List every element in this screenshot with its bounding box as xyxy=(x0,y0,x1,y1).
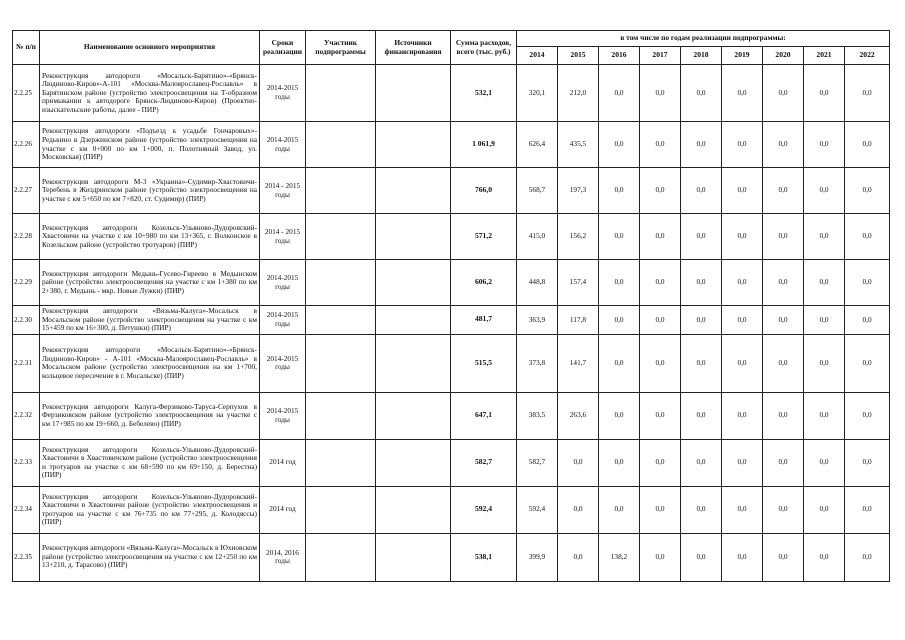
row-year-value: 0,0 xyxy=(599,486,640,533)
row-year-value: 0,0 xyxy=(804,306,845,335)
row-year-value: 197,3 xyxy=(558,168,599,214)
row-participant xyxy=(306,168,376,214)
row-year-value: 0,0 xyxy=(599,392,640,439)
row-year-value: 0,0 xyxy=(763,65,804,122)
row-name: Реконструкция автодороги «Вязьма-Калуга»-Мосальск в Юхновском районе (устройство электроосвещения на участке с км 12+250 по км 13+210, д. Тарасово) (ПИР) xyxy=(40,533,260,581)
row-sources xyxy=(376,65,451,122)
row-year-value: 0,0 xyxy=(681,439,722,486)
header-year: 2014 xyxy=(517,47,558,65)
header-year: 2018 xyxy=(681,47,722,65)
row-year-value: 0,0 xyxy=(722,334,763,392)
row-year-value: 0,0 xyxy=(640,392,681,439)
row-year-value: 0,0 xyxy=(763,214,804,260)
row-participant xyxy=(306,122,376,168)
row-year-value: 212,0 xyxy=(558,65,599,122)
row-year-value: 0,0 xyxy=(722,65,763,122)
row-number: 2.2.32 xyxy=(13,392,40,439)
row-year-value: 0,0 xyxy=(804,533,845,581)
row-year-value: 592,4 xyxy=(517,486,558,533)
row-year-value: 0,0 xyxy=(599,334,640,392)
row-year-value: 320,1 xyxy=(517,65,558,122)
header-year: 2017 xyxy=(640,47,681,65)
header-by-years: в том числе по годам реализации подпрограммы: xyxy=(517,31,890,47)
row-year-value: 0,0 xyxy=(599,260,640,306)
row-year-value: 0,0 xyxy=(681,334,722,392)
row-number: 2.2.26 xyxy=(13,122,40,168)
row-year-value: 0,0 xyxy=(640,214,681,260)
row-sources xyxy=(376,214,451,260)
row-year-value: 0,0 xyxy=(804,260,845,306)
row-sources xyxy=(376,486,451,533)
table-row xyxy=(13,439,890,486)
row-year-value: 373,8 xyxy=(517,334,558,392)
row-total: 766,0 xyxy=(451,168,517,214)
row-year-value: 0,0 xyxy=(640,168,681,214)
row-total: 606,2 xyxy=(451,260,517,306)
row-total: 647,1 xyxy=(451,392,517,439)
row-period: 2014-2015 годы xyxy=(260,65,306,122)
row-year-value: 157,4 xyxy=(558,260,599,306)
row-number: 2.2.34 xyxy=(13,486,40,533)
row-year-value: 0,0 xyxy=(640,65,681,122)
row-name: Реконструкция автодороги Козельск-Ульяново-Дудоровский-Хвастовичи в Хвастовичском районе (устройство электроосвещения и тротуаров на участке с км 68+590 по км 69+150, д. Берестна) (ПИР) xyxy=(40,439,260,486)
row-year-value: 0,0 xyxy=(845,533,890,581)
header-year: 2022 xyxy=(845,47,890,65)
row-name: Реконструкция автодороги «Подъезд к усадьбе Гончаровых»-Редькино в Дзержинском районе (устройство электроосвещения на участке с км 0+000 по км 1+000, п. Полотняный Завод, ул. Московская) (ПИР) xyxy=(40,122,260,168)
row-year-value: 0,0 xyxy=(722,439,763,486)
row-year-value: 568,7 xyxy=(517,168,558,214)
row-year-value: 0,0 xyxy=(640,122,681,168)
row-participant xyxy=(306,306,376,335)
row-year-value: 0,0 xyxy=(558,439,599,486)
row-year-value: 0,0 xyxy=(681,65,722,122)
row-period: 2014-2015 годы xyxy=(260,392,306,439)
row-year-value: 0,0 xyxy=(804,334,845,392)
row-name: Реконструкция автодороги Калуга-Ферзиково-Таруса-Серпухов в Ферзиковском районе (устройство электроосвещения на участке с км 17+985 по км 19+660, д. Бебелево) (ПИР) xyxy=(40,392,260,439)
row-year-value: 0,0 xyxy=(640,306,681,335)
row-year-value: 117,8 xyxy=(558,306,599,335)
header-participant: Участник подпрограммы xyxy=(306,31,376,65)
row-sources xyxy=(376,122,451,168)
row-year-value: 0,0 xyxy=(722,533,763,581)
document-sheet xyxy=(12,30,890,582)
row-year-value: 0,0 xyxy=(763,439,804,486)
row-participant xyxy=(306,334,376,392)
row-year-value: 0,0 xyxy=(763,392,804,439)
row-participant xyxy=(306,533,376,581)
row-year-value: 0,0 xyxy=(722,306,763,335)
table-row xyxy=(13,486,890,533)
row-year-value: 0,0 xyxy=(845,260,890,306)
row-year-value: 0,0 xyxy=(804,122,845,168)
row-name: Реконструкция автодороги М-3 «Украина»-Судимир-Хвастовичи-Теребень в Жиздринском районе (устройство электроосвещения на участке с км 5+650 по км 7+820, ст. Судимир) (ПИР) xyxy=(40,168,260,214)
row-sources xyxy=(376,533,451,581)
row-year-value: 0,0 xyxy=(558,486,599,533)
row-name: Реконструкция автодороги Медынь-Гусево-Гиреево в Медынском районе (устройство электроосвещения на участке с км 1+380 по км 2+380, г. Медынь - мкр. Новые Лужки) (ПИР) xyxy=(40,260,260,306)
row-period: 2014 год xyxy=(260,439,306,486)
table-row xyxy=(13,168,890,214)
row-total: 592,4 xyxy=(451,486,517,533)
row-year-value: 0,0 xyxy=(599,65,640,122)
row-year-value: 0,0 xyxy=(722,214,763,260)
row-year-value: 156,2 xyxy=(558,214,599,260)
row-year-value: 415,0 xyxy=(517,214,558,260)
row-period: 2014 - 2015 годы xyxy=(260,214,306,260)
header-total: Сумма расходов, всего (тыс. руб.) xyxy=(451,31,517,65)
row-year-value: 0,0 xyxy=(681,122,722,168)
row-year-value: 138,2 xyxy=(599,533,640,581)
row-year-value: 0,0 xyxy=(763,334,804,392)
row-year-value: 0,0 xyxy=(845,168,890,214)
row-year-value: 0,0 xyxy=(640,439,681,486)
row-year-value: 0,0 xyxy=(640,334,681,392)
row-year-value: 0,0 xyxy=(640,533,681,581)
row-year-value: 0,0 xyxy=(599,214,640,260)
table-row xyxy=(13,306,890,335)
row-participant xyxy=(306,260,376,306)
row-year-value: 435,5 xyxy=(558,122,599,168)
row-participant xyxy=(306,214,376,260)
header-year: 2021 xyxy=(804,47,845,65)
row-period: 2014-2015 годы xyxy=(260,306,306,335)
subprogram-table xyxy=(12,30,890,582)
row-year-value: 0,0 xyxy=(599,168,640,214)
row-year-value: 0,0 xyxy=(681,533,722,581)
row-name: Реконструкция автодороги «Мосальск-Барятино»-«Брянск-Людиново-Киров» - А-101 «Москва-Малоярославец-Рославль» в Мосальском районе (устройство электроосвещения на км 1+700, кольцевое пересечение в г. Мосальске) (ПИР) xyxy=(40,334,260,392)
row-total: 481,7 xyxy=(451,306,517,335)
row-year-value: 0,0 xyxy=(804,439,845,486)
row-year-value: 0,0 xyxy=(845,334,890,392)
row-year-value: 0,0 xyxy=(763,122,804,168)
row-sources xyxy=(376,392,451,439)
row-year-value: 0,0 xyxy=(722,260,763,306)
row-year-value: 0,0 xyxy=(845,214,890,260)
row-year-value: 0,0 xyxy=(640,260,681,306)
row-year-value: 0,0 xyxy=(845,122,890,168)
row-number: 2.2.29 xyxy=(13,260,40,306)
row-year-value: 0,0 xyxy=(804,65,845,122)
row-year-value: 626,4 xyxy=(517,122,558,168)
row-period: 2014, 2016 годы xyxy=(260,533,306,581)
row-total: 538,1 xyxy=(451,533,517,581)
row-year-value: 0,0 xyxy=(599,439,640,486)
row-year-value: 0,0 xyxy=(681,392,722,439)
row-year-value: 0,0 xyxy=(681,260,722,306)
row-year-value: 0,0 xyxy=(681,486,722,533)
row-year-value: 141,7 xyxy=(558,334,599,392)
row-year-value: 0,0 xyxy=(763,486,804,533)
row-number: 2.2.31 xyxy=(13,334,40,392)
row-year-value: 0,0 xyxy=(845,439,890,486)
row-year-value: 0,0 xyxy=(640,486,681,533)
table-row xyxy=(13,334,890,392)
row-sources xyxy=(376,306,451,335)
row-year-value: 0,0 xyxy=(722,486,763,533)
row-year-value: 448,8 xyxy=(517,260,558,306)
row-year-value: 0,0 xyxy=(845,65,890,122)
table-row xyxy=(13,533,890,581)
row-number: 2.2.27 xyxy=(13,168,40,214)
row-year-value: 0,0 xyxy=(681,306,722,335)
row-number: 2.2.25 xyxy=(13,65,40,122)
row-participant xyxy=(306,439,376,486)
row-year-value: 363,9 xyxy=(517,306,558,335)
row-year-value: 0,0 xyxy=(845,486,890,533)
row-sources xyxy=(376,334,451,392)
table-row xyxy=(13,260,890,306)
table-row xyxy=(13,65,890,122)
row-year-value: 0,0 xyxy=(804,168,845,214)
row-period: 2014-2015 годы xyxy=(260,122,306,168)
row-year-value: 0,0 xyxy=(722,122,763,168)
row-year-value: 0,0 xyxy=(722,168,763,214)
row-year-value: 0,0 xyxy=(845,306,890,335)
header-year: 2015 xyxy=(558,47,599,65)
row-year-value: 0,0 xyxy=(681,214,722,260)
row-sources xyxy=(376,168,451,214)
row-period: 2014 год xyxy=(260,486,306,533)
row-sources xyxy=(376,439,451,486)
row-period: 2014 - 2015 годы xyxy=(260,168,306,214)
row-number: 2.2.30 xyxy=(13,306,40,335)
table-row xyxy=(13,214,890,260)
row-year-value: 399,9 xyxy=(517,533,558,581)
row-participant xyxy=(306,486,376,533)
header-name: Наименование основного мероприятия xyxy=(40,31,260,65)
row-year-value: 0,0 xyxy=(763,168,804,214)
row-participant xyxy=(306,392,376,439)
row-year-value: 383,5 xyxy=(517,392,558,439)
row-number: 2.2.33 xyxy=(13,439,40,486)
row-year-value: 0,0 xyxy=(722,392,763,439)
header-year: 2020 xyxy=(763,47,804,65)
row-name: Реконструкция автодороги Козельск-Ульяново-Дудоровский-Хвастовичи на участке с км 10+980 по км 13+365, г. Волконское в Козельском районе (устройство тротуаров) (ПИР) xyxy=(40,214,260,260)
row-period: 2014-2015 годы xyxy=(260,260,306,306)
row-total: 515,5 xyxy=(451,334,517,392)
header-sources: Источники финансирования xyxy=(376,31,451,65)
row-name: Реконструкция автодороги Козельск-Ульяново-Дудоровский-Хвастовичи в Хвастовичи районе (устройство электроосвещения и тротуаров на участке с км 76+735 по км 77+295, д. Колодяссы) (ПИР) xyxy=(40,486,260,533)
row-year-value: 0,0 xyxy=(763,306,804,335)
row-participant xyxy=(306,65,376,122)
row-year-value: 0,0 xyxy=(804,214,845,260)
row-year-value: 0,0 xyxy=(599,306,640,335)
row-year-value: 0,0 xyxy=(763,260,804,306)
row-year-value: 582,7 xyxy=(517,439,558,486)
row-number: 2.2.28 xyxy=(13,214,40,260)
row-number: 2.2.35 xyxy=(13,533,40,581)
header-num: № п/п xyxy=(13,31,40,65)
row-year-value: 0,0 xyxy=(804,392,845,439)
row-year-value: 0,0 xyxy=(558,533,599,581)
row-name: Реконструкция автодороги «Вязьма-Калуга»-Мосальск в Мосальском районе (устройство электроосвещения на участке с км 15+459 по км 16+300, д. Петушки) (ПИР) xyxy=(40,306,260,335)
table-row xyxy=(13,122,890,168)
header-year: 2019 xyxy=(722,47,763,65)
row-year-value: 0,0 xyxy=(763,533,804,581)
row-total: 532,1 xyxy=(451,65,517,122)
row-period: 2014-2015 годы xyxy=(260,334,306,392)
row-year-value: 0,0 xyxy=(599,122,640,168)
header-period: Сроки реализации xyxy=(260,31,306,65)
row-sources xyxy=(376,260,451,306)
header-year: 2016 xyxy=(599,47,640,65)
row-year-value: 0,0 xyxy=(845,392,890,439)
row-year-value: 0,0 xyxy=(804,486,845,533)
row-total: 571,2 xyxy=(451,214,517,260)
row-year-value: 0,0 xyxy=(681,168,722,214)
table-row xyxy=(13,392,890,439)
row-total: 1 061,9 xyxy=(451,122,517,168)
row-name: Реконструкция автодороги «Мосальск-Барятино»-«Брянск-Людиново-Киров»-А-101 «Москва-Малоярославец-Рославль» в Барятинском районе (устройство электроосвещения на Т-образном примыкании к автодороге Брянск-Людиново-Киров) (Проектно-изыскательские работы, далее - ПИР) xyxy=(40,65,260,122)
row-total: 582,7 xyxy=(451,439,517,486)
row-year-value: 263,6 xyxy=(558,392,599,439)
